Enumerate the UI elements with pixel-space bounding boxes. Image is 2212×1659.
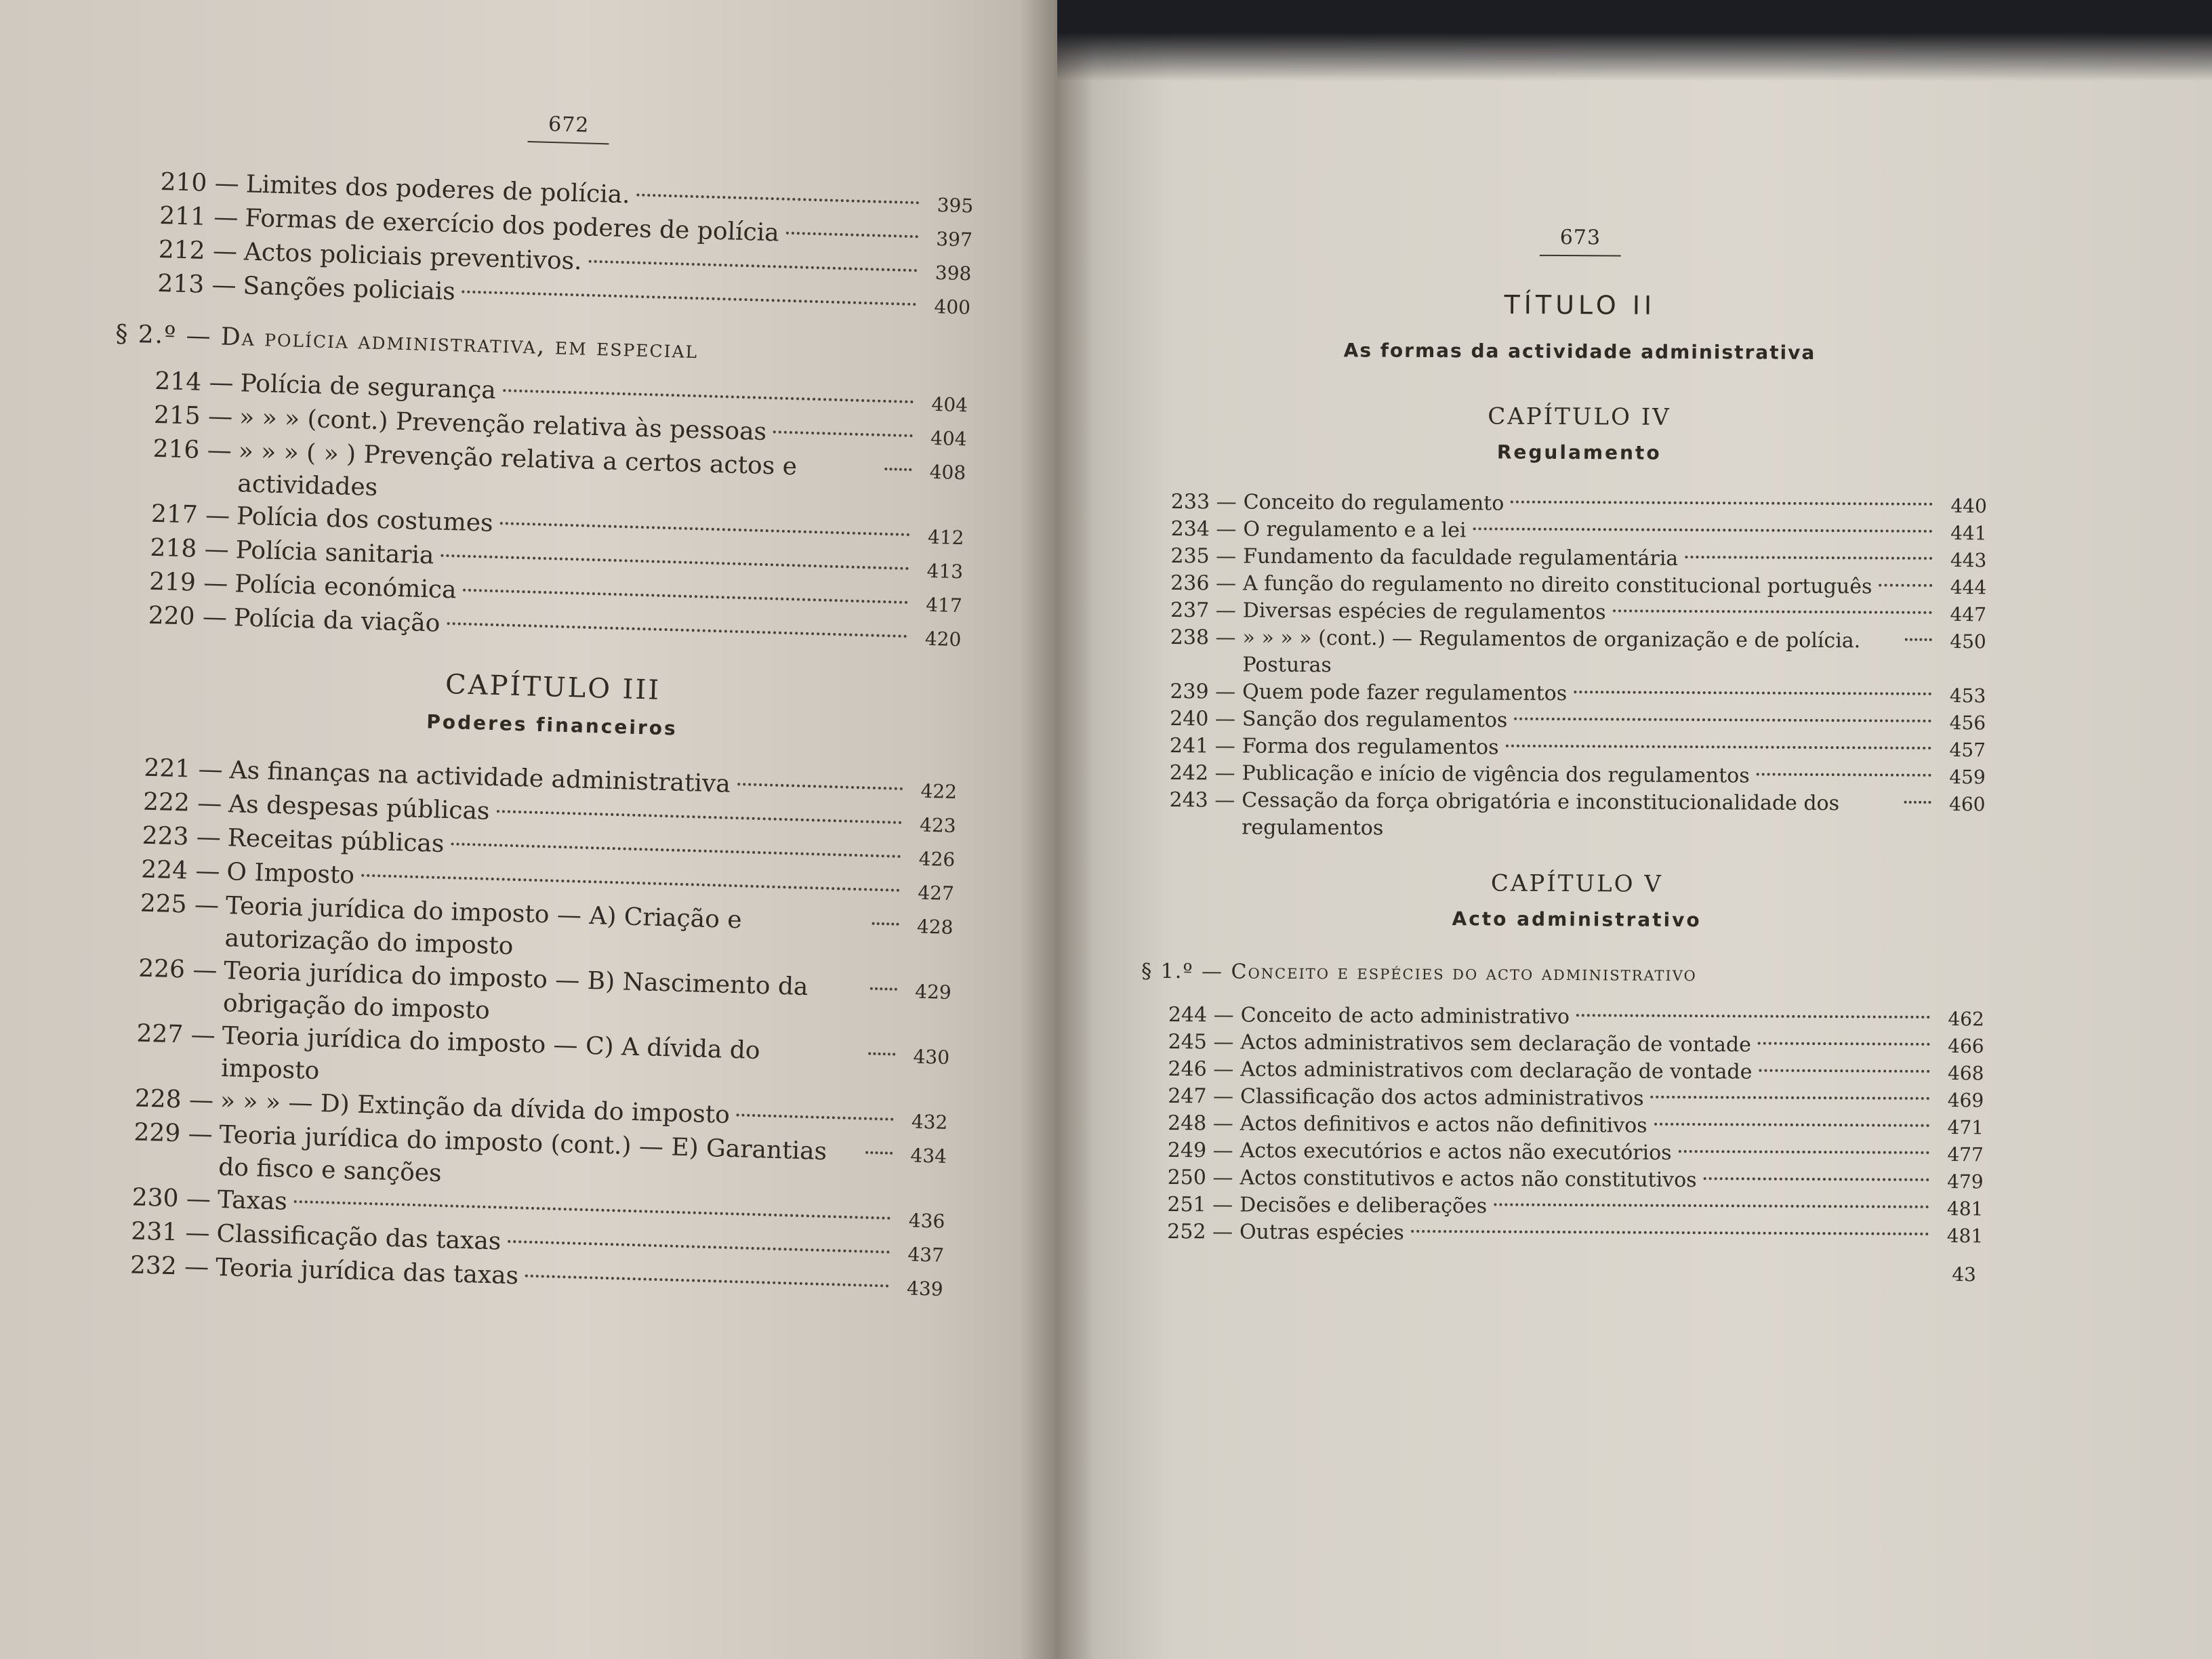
entry-page-number: 456 (1949, 712, 1986, 735)
page-number: 672 (162, 102, 976, 155)
entry-title: A função do regulamento no direito constitucional português (1242, 571, 1872, 599)
entry-number: 221 — (143, 754, 224, 784)
entry-number: 245 — (1168, 1029, 1234, 1054)
dot-leader (1613, 609, 1932, 613)
entry-page-number: 428 (916, 915, 954, 939)
entry-title: Limites dos poderes de polícia. (245, 170, 631, 209)
entry-title: O Imposto (226, 858, 355, 890)
entry-page-number: 436 (908, 1209, 945, 1233)
dot-leader (637, 194, 920, 205)
book-gutter (1020, 0, 1094, 1659)
entry-title: Polícia dos costumes (236, 502, 494, 537)
entry-page-number: 443 (1950, 549, 1987, 572)
entry-title: Polícia económica (234, 570, 457, 605)
entry-number: 234 — (1170, 516, 1237, 541)
signature-mark: 43 (1952, 1263, 1976, 1286)
dot-leader (773, 430, 913, 437)
dot-leader (1511, 501, 1933, 506)
dot-leader (361, 874, 900, 892)
toc-entry (1167, 1191, 1983, 1223)
entry-title: Taxas (217, 1185, 288, 1216)
entry-title: » » » (cont.) Prevenção relativa às pessoas (239, 403, 767, 447)
entry-title: Outras espécies (1239, 1220, 1404, 1245)
entry-page-number: 430 (913, 1045, 950, 1069)
left-page-content (115, 102, 975, 1306)
entry-title: Diversas espécies de regulamentos (1242, 598, 1606, 625)
toc-entry (1171, 489, 1987, 520)
entry-number: 248 — (1167, 1111, 1233, 1136)
entry-title: Polícia de segurança (240, 369, 497, 405)
dot-leader (1654, 1123, 1929, 1127)
chapter-subtitle: Poderes financeiros (426, 710, 678, 740)
entry-page-number: 453 (1949, 684, 1986, 708)
entry-number: 216 — (152, 434, 232, 466)
entry-number: 212 — (158, 235, 238, 266)
section-heading: § 2.º — Da polícia administrativa, em especial (115, 320, 699, 365)
entry-page-number: 426 (918, 847, 956, 872)
dot-leader (1514, 718, 1931, 722)
dot-leader (447, 622, 907, 638)
entry-page-number: 404 (930, 426, 968, 451)
entry-number: 230 — (131, 1183, 211, 1214)
entry-list-financial-powers (129, 752, 957, 1306)
entry-title: Polícia da viação (233, 604, 441, 638)
toc-entry (1168, 1110, 1984, 1141)
entry-page-number: 441 (1950, 522, 1987, 545)
entry-number: 252 — (1167, 1219, 1233, 1244)
entry-number: 210 — (160, 167, 240, 199)
entry-number: 239 — (1170, 679, 1236, 704)
right-page (1057, 0, 2212, 1659)
entry-number: 217 — (150, 499, 230, 530)
dot-leader (1905, 638, 1932, 641)
dot-leader (865, 1151, 893, 1155)
entry-page-number: 469 (1947, 1089, 1984, 1112)
title-subtitle: As formas da actividade administrativa (1343, 339, 1816, 364)
dot-leader (294, 1200, 891, 1220)
entry-title: » » » » (cont.) — Regulamentos de organização e de polícia. Posturas (1242, 626, 1861, 678)
entry-title: Actos executórios e actos não executórios (1240, 1139, 1672, 1165)
entry-number: 213 — (157, 269, 237, 300)
entry-title: Actos administrativos sem declaração de vontade (1240, 1030, 1752, 1057)
toc-entry (1168, 1056, 1984, 1087)
entry-title: Conceito de acto administrativo (1240, 1003, 1570, 1029)
dot-leader (1679, 1150, 1929, 1154)
dot-leader (1411, 1230, 1929, 1235)
toc-entry (1170, 624, 1986, 682)
entry-page-number: 444 (1950, 576, 1987, 599)
dot-leader (1494, 1204, 1929, 1208)
dot-leader (1574, 691, 1931, 695)
entry-number: 238 — (1170, 625, 1236, 650)
chapter-subtitle: Regulamento (1496, 441, 1662, 464)
entry-page-number: 400 (934, 295, 971, 319)
entry-title: Teoria jurídica das taxas (215, 1253, 519, 1290)
entry-number: 247 — (1168, 1084, 1234, 1109)
dot-leader (496, 810, 901, 824)
background-shadow (1057, 0, 2212, 81)
entry-page-number: 447 (1950, 603, 1987, 626)
toc-entry (1170, 597, 1986, 628)
entry-list-administrative-police (148, 365, 968, 656)
dot-leader (868, 1052, 895, 1056)
dot-leader (1506, 745, 1931, 750)
entry-number: 223 — (142, 821, 222, 852)
entry-page-number: 395 (937, 193, 974, 218)
dot-leader (589, 260, 918, 272)
entry-page-number: 434 (910, 1144, 947, 1168)
entry-page-number: 459 (1949, 766, 1986, 789)
entry-page-number: 462 (1948, 1008, 1984, 1031)
entry-number: 214 — (154, 367, 234, 398)
toc-entry (1170, 678, 1986, 710)
title-heading: TÍTULO II (1504, 289, 1656, 321)
dot-leader (884, 468, 912, 471)
entry-title: Teoria jurídica do imposto — B) Nascimento da obrigação do imposto (222, 957, 808, 1025)
entry-number: 236 — (1170, 571, 1237, 596)
entry-title: Fundamento da faculdade regulamentária (1243, 544, 1679, 571)
entry-number: 231 — (130, 1217, 211, 1248)
dot-leader (872, 922, 899, 926)
entry-title: Sanção dos regulamentos (1242, 707, 1508, 733)
dot-leader (525, 1275, 889, 1288)
toc-entry (1170, 570, 1986, 601)
entry-title: Actos policiais preventivos. (243, 238, 583, 276)
entry-number: 233 — (1170, 489, 1237, 514)
entry-title: Actos administrativos com declaração de vontade (1240, 1057, 1753, 1084)
toc-entry (1168, 1002, 1984, 1033)
entry-page-number: 457 (1949, 739, 1986, 762)
entry-list-police-powers (157, 166, 974, 324)
dot-leader (1757, 773, 1931, 777)
entry-page-number: 412 (927, 525, 964, 550)
entry-page-number: 432 (911, 1110, 948, 1134)
entry-title: Actos constitutivos e actos não constitutivos (1240, 1166, 1697, 1193)
entry-page-number: 408 (929, 460, 966, 485)
toc-entry (1170, 733, 1986, 764)
dot-leader (462, 290, 916, 306)
entry-title: O regulamento e a lei (1243, 517, 1467, 543)
entry-number: 220 — (148, 601, 228, 632)
entry-page-number: 397 (935, 227, 973, 251)
entry-page-number: 437 (907, 1243, 945, 1267)
dot-leader (870, 987, 897, 991)
entry-title: Classificação das taxas (216, 1219, 501, 1256)
entry-number: 215 — (153, 401, 233, 432)
entry-page-number: 417 (925, 593, 963, 617)
entry-title: Quem pode fazer regulamentos (1242, 680, 1568, 706)
entry-list-regulamento (1169, 489, 1987, 845)
entry-title: Formas de exercício dos poderes de polícia (244, 204, 780, 247)
entry-number: 243 — (1169, 787, 1235, 813)
dot-leader (1473, 527, 1932, 533)
toc-entry (1170, 543, 1986, 574)
toc-entry (1170, 705, 1986, 737)
dot-leader (503, 389, 914, 403)
entry-title: Classificação dos actos administrativos (1240, 1084, 1644, 1111)
entry-number: 226 — (138, 954, 218, 985)
dot-leader (1685, 556, 1932, 560)
entry-page-number: 460 (1948, 793, 1986, 816)
toc-entry (1168, 1083, 1984, 1114)
dot-leader (451, 842, 901, 858)
entry-title: Forma dos regulamentos (1242, 734, 1499, 760)
entry-title: » » » ( » ) Prevenção relativa a certos actos e actividades (237, 437, 798, 502)
entry-title: Decisões e deliberações (1240, 1193, 1488, 1218)
entry-number: 240 — (1170, 706, 1236, 731)
entry-number: 232 — (129, 1251, 209, 1282)
dot-leader (737, 783, 903, 790)
entry-number: 218 — (150, 533, 230, 564)
entry-page-number: 429 (914, 980, 952, 1004)
entry-page-number: 439 (906, 1277, 943, 1300)
entry-title: Polícia sanitaria (235, 536, 434, 570)
chapter-heading: CAPÍTULO III (445, 668, 661, 706)
left-page (0, 0, 1057, 1659)
entry-page-number: 466 (1948, 1035, 1984, 1058)
entry-page-number: 413 (926, 559, 964, 583)
toc-entry (1168, 1137, 1984, 1168)
entry-number: 242 — (1169, 760, 1235, 785)
dot-leader (786, 232, 918, 238)
entry-page-number: 422 (920, 779, 958, 804)
entry-title: Actos definitivos e actos não definitivos (1240, 1111, 1647, 1138)
toc-entry (1171, 516, 1987, 547)
dot-leader (1651, 1096, 1930, 1100)
entry-page-number: 477 (1947, 1143, 1984, 1166)
toc-entry (1167, 1218, 1983, 1250)
entry-title: As despesas públicas (228, 790, 491, 825)
entry-title: Teoria jurídica do imposto — A) Criação e autorização do imposto (224, 892, 743, 960)
toc-entry (1170, 760, 1986, 791)
entry-number: 229 — (133, 1118, 213, 1149)
entry-number: 211 — (159, 201, 239, 232)
entry-page-number: 468 (1947, 1062, 1984, 1085)
toc-entry (1168, 1029, 1984, 1060)
entry-page-number: 471 (1947, 1116, 1984, 1139)
dot-leader (1904, 801, 1931, 804)
entry-number: 237 — (1170, 598, 1236, 623)
entry-page-number: 423 (919, 813, 957, 838)
entry-number: 219 — (148, 567, 228, 598)
entry-number: 241 — (1169, 733, 1235, 758)
entry-page-number: 420 (924, 627, 962, 651)
dot-leader (1759, 1069, 1929, 1073)
entry-title: As finanças na actividade administrativa (229, 756, 731, 798)
entry-title: Conceito do regulamento (1243, 490, 1504, 516)
entry-number: 244 — (1168, 1002, 1234, 1027)
entry-title: » » » — D) Extinção da dívida do imposto (220, 1086, 731, 1129)
entry-number: 250 — (1167, 1165, 1233, 1190)
entry-title: Teoria jurídica do imposto (cont.) — E) Garantias do fisco e sanções (218, 1120, 827, 1188)
entry-page-number: 440 (1950, 495, 1987, 518)
entry-page-number: 427 (917, 881, 955, 905)
entry-page-number: 481 (1946, 1197, 1984, 1221)
dot-leader (463, 589, 907, 604)
chapter-heading: CAPÍTULO V (1490, 869, 1664, 898)
dot-leader (1576, 1014, 1930, 1019)
entry-number: 228 — (134, 1084, 214, 1115)
entry-page-number: 481 (1946, 1225, 1984, 1248)
entry-number: 224 — (140, 855, 221, 886)
entry-title: Receitas públicas (227, 824, 445, 859)
section-heading: § 1.º — Conceito e espécies do acto administrativo (1141, 959, 1697, 987)
entry-title: Cessação da força obrigatória e inconstitucionalidade dos regulamentos (1242, 788, 1840, 840)
entry-page-number: 404 (931, 392, 968, 417)
toc-entry (1168, 1164, 1984, 1195)
entry-page-number: 398 (935, 261, 972, 285)
dot-leader (1704, 1177, 1929, 1181)
dot-leader (1879, 583, 1932, 586)
entry-title: Publicação e início de vigência dos regulamentos (1242, 761, 1750, 788)
dot-leader (499, 522, 909, 536)
entry-title: Sanções policiais (243, 272, 456, 306)
entry-number: 249 — (1167, 1138, 1233, 1163)
entry-number: 251 — (1167, 1192, 1233, 1217)
entry-title: Teoria jurídica do imposto — C) A dívida do imposto (220, 1021, 761, 1086)
right-page-content (1141, 224, 1988, 1286)
entry-page-number: 450 (1950, 630, 1986, 653)
entry-number: 222 — (142, 787, 222, 818)
chapter-subtitle: Acto administrativo (1452, 907, 1702, 932)
chapter-heading: CAPÍTULO IV (1488, 403, 1671, 431)
dot-leader (1758, 1042, 1930, 1046)
entry-number: 246 — (1168, 1057, 1234, 1082)
page-number: 673 (1172, 224, 1988, 258)
dot-leader (441, 554, 909, 570)
dot-leader (737, 1113, 894, 1120)
toc-entry (1169, 787, 1985, 845)
entry-page-number: 479 (1947, 1170, 1984, 1193)
entry-number: 227 — (136, 1019, 216, 1050)
entry-number: 235 — (1170, 544, 1237, 569)
entry-number: 225 — (140, 889, 220, 920)
entry-list-acto-administrativo (1167, 1002, 1984, 1250)
dot-leader (508, 1240, 890, 1254)
